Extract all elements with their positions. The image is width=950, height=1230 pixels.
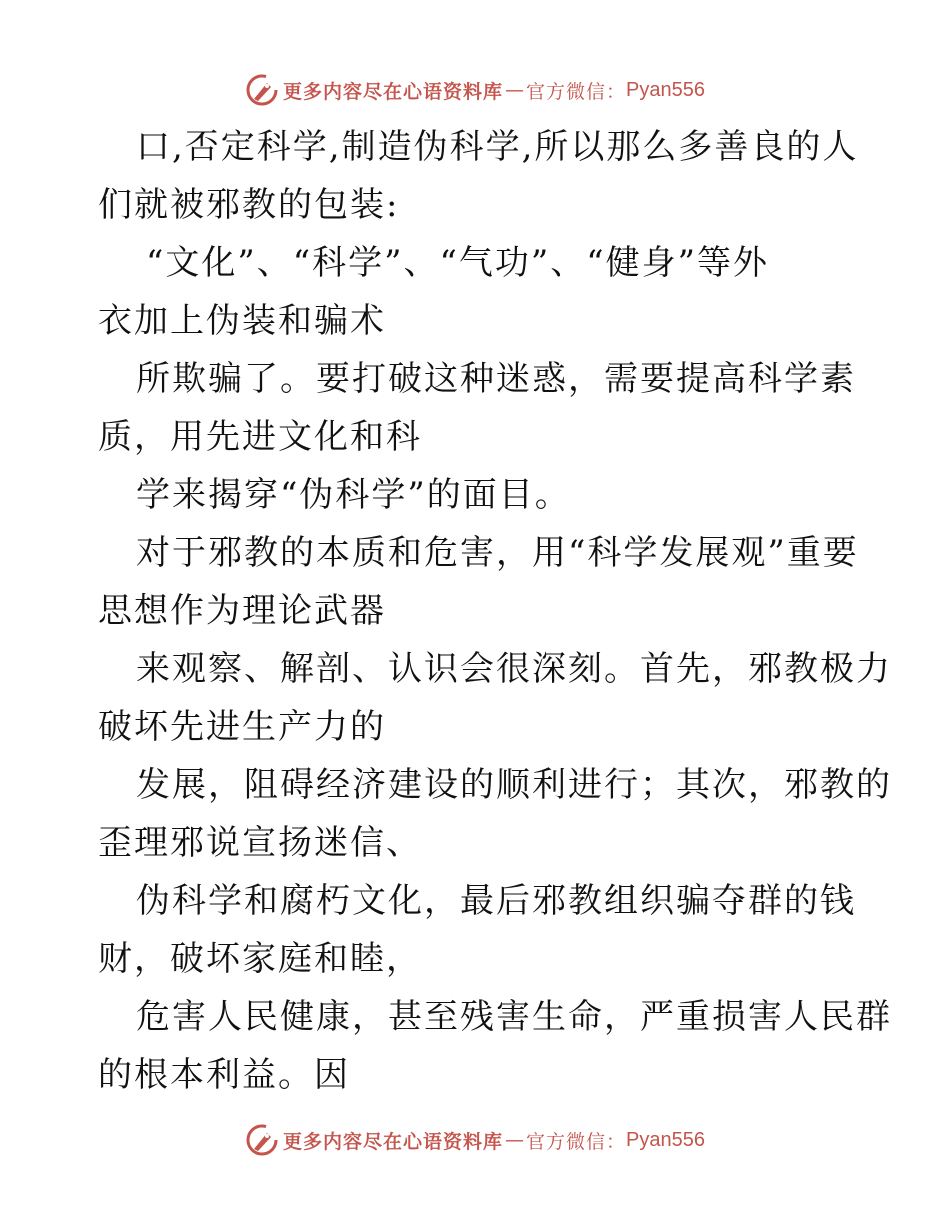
banner-separator: —: [505, 1129, 525, 1151]
body-line: 学来揭穿“伪科学”的面目。: [136, 475, 571, 515]
banner-wechat-id: Pyan556: [626, 78, 705, 101]
body-line: 所欺骗了。要打破这种迷惑，需要提高科学素: [136, 359, 856, 399]
banner-wechat-id: Pyan556: [626, 1128, 705, 1151]
banner-label: 官方微信：: [526, 80, 627, 103]
body-line: 口,否定科学,制造伪科学,所以那么多善良的人: [136, 127, 859, 167]
body-line: 危害人民健康，甚至残害生命，严重损害人民群: [136, 997, 892, 1037]
body-line: 质，用先进文化和科: [98, 417, 422, 457]
banner-separator: —: [505, 79, 525, 101]
pen-nib-logo-icon: [245, 1123, 279, 1157]
body-line: 发展，阻碍经济建设的顺利进行；其次，邪教的: [136, 765, 892, 805]
footer-banner: [0, 1120, 950, 1160]
body-line: 衣加上伪装和骗术: [98, 301, 386, 341]
body-line: 伪科学和腐朽文化，最后邪教组织骗夺群的钱: [136, 881, 856, 921]
banner-text: 更多内容尽在心语资料库: [283, 80, 504, 103]
body-line: 的根本利益。因: [98, 1055, 350, 1095]
body-line: 破坏先进生产力的: [98, 707, 386, 747]
pen-nib-logo-icon: [245, 73, 279, 107]
body-line: 们就被邪教的包装:: [98, 185, 400, 225]
body-line: 财，破坏家庭和睦，: [98, 939, 422, 979]
banner-label: 官方微信：: [526, 1130, 627, 1153]
document-body: [98, 118, 892, 1104]
body-line: 对于邪教的本质和危害，用“科学发展观”重要: [136, 533, 859, 573]
body-line: 思想作为理论武器: [98, 591, 386, 631]
header-banner: [0, 70, 950, 110]
body-line: 歪理邪说宣扬迷信、: [98, 823, 422, 863]
body-line: “文化”、“科学”、“气功”、“健身”等外: [146, 243, 770, 283]
banner-text: 更多内容尽在心语资料库: [283, 1130, 504, 1153]
body-line: 来观察、解剖、认识会很深刻。首先，邪教极力: [136, 649, 892, 689]
